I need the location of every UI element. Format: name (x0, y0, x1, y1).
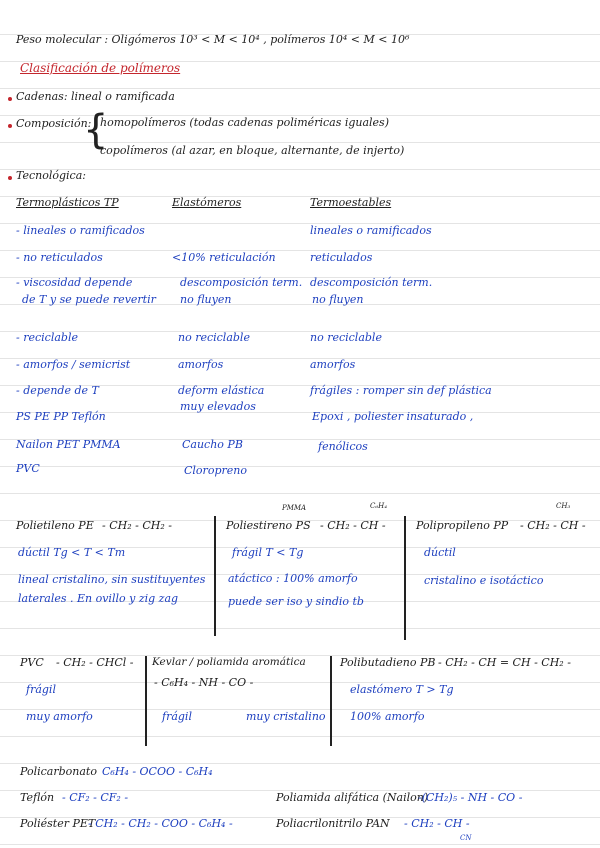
table-cell: descomposición term. (180, 276, 303, 289)
pp-formula: - CH₂ - CH - (520, 519, 586, 532)
table-cell: reticulados (310, 251, 373, 264)
table-cell: PS PE PP Teflón (16, 410, 106, 423)
table-cell: - lineales o ramificados (16, 224, 145, 237)
header-elastomeros: Elastómeros (172, 196, 242, 209)
ps-formula: - CH₂ - CH - (320, 519, 386, 532)
table-cell: <10% reticulación (172, 251, 276, 264)
column-divider (145, 656, 147, 746)
bullet-composicion: Composición: (16, 117, 92, 130)
pp-line: dúctil (424, 546, 456, 559)
pe-line: lineal cristalino, sin sustituyentes (18, 573, 206, 586)
table-cell: - reciclable (16, 331, 78, 344)
kevlar-formula: - C₆H₄ - NH - CO - (154, 676, 254, 689)
pb-name: Polibutadieno PB (340, 656, 436, 669)
table-cell: descomposición term. (310, 276, 433, 289)
pp-name: Polipropileno PP (416, 519, 509, 532)
nailon-formula: -(CH₂)₅ - NH - CO - (418, 791, 523, 804)
brace: { (83, 107, 109, 153)
header-termoplasticos: Termoplásticos TP (16, 196, 119, 209)
pe-formula: - CH₂ - CH₂ - (102, 519, 172, 532)
pvc-formula: - CH₂ - CHCl - (56, 656, 134, 669)
pvc-line: muy amorfo (26, 710, 93, 723)
table-cell: Nailon PET PMMA (16, 438, 121, 451)
table-cell: fenólicos (318, 440, 368, 453)
nailon-name: Poliamida alifática (Nailon) (276, 791, 429, 804)
table-cell: amorfos (178, 358, 224, 371)
table-cell: - amorfos / semicrist (16, 358, 131, 371)
kevlar-line: muy cristalino (246, 710, 326, 723)
pp-substituent: CH₃ (556, 502, 571, 510)
table-cell: Caucho PB (182, 438, 243, 451)
ps-line: puede ser iso y sindio tb (228, 595, 364, 608)
teflon-name: Teflón (20, 791, 55, 804)
table-cell: - no reticulados (16, 251, 103, 264)
ps-line: atáctico : 100% amorfo (228, 572, 358, 585)
pet-formula: - CH₂ - CH₂ - COO - C₆H₄ - (88, 817, 233, 830)
pet-name: Poliéster PET (20, 817, 96, 830)
table-cell: lineales o ramificados (310, 224, 432, 237)
table-cell: no fluyen (312, 293, 364, 306)
header-termoestables: Termoestables (310, 196, 392, 209)
pan-formula: - CH₂ - CH - (404, 817, 470, 830)
pvc-line: frágil (26, 683, 56, 696)
table-cell: Epoxi , poliester insaturado , (312, 410, 474, 423)
kevlar-name: Kevlar / poliamida aromática (152, 656, 306, 668)
ps-name: Poliestireno PS (226, 519, 311, 532)
pe-name: Polietileno PE (16, 519, 94, 532)
table-cell: - viscosidad depende (16, 276, 133, 289)
copolimeros: copolímeros (al azar, en bloque, alternante, de injerto) (100, 144, 405, 157)
pp-line: cristalino e isotáctico (424, 574, 544, 587)
pe-line: dúctil Tg < T < Tm (18, 546, 126, 559)
table-cell: Cloropreno (184, 464, 247, 477)
kevlar-line: frágil (162, 710, 192, 723)
pan-substituent: CN (460, 834, 472, 842)
table-cell: amorfos (310, 358, 356, 371)
pe-line: laterales . En ovillo y zig zag (18, 592, 179, 605)
table-cell: PVC (16, 462, 40, 475)
table-cell: frágiles : romper sin def plástica (310, 384, 492, 397)
column-divider (214, 516, 216, 636)
table-cell: muy elevados (180, 400, 256, 413)
pan-name: Poliacrilonitrilo PAN (276, 817, 390, 830)
bullet-dot (8, 176, 12, 180)
pc-name: Policarbonato (20, 765, 97, 778)
bullet-tecnologica: Tecnológica: (16, 169, 86, 182)
homopolimeros: homopolímeros (todas cadenas poliméricas iguales) (100, 116, 389, 129)
pc-formula: C₆H₄ - OCOO - C₆H₄ (102, 765, 213, 778)
table-cell: no reciclable (310, 331, 382, 344)
ps-line: frágil T < Tg (232, 546, 304, 559)
pb-line: 100% amorfo (350, 710, 425, 723)
table-cell: no reciclable (178, 331, 250, 344)
ps-substituent: C₆H₄ (370, 502, 388, 510)
pvc-name: PVC (20, 656, 44, 669)
peso-molecular-line: Peso molecular : Oligómeros 10³ < M < 10⁴ , polímeros 10⁴ < M < 10⁶ (16, 33, 410, 46)
table-cell: - depende de T (16, 384, 99, 397)
column-divider (404, 516, 406, 640)
table-cell: no fluyen (180, 293, 232, 306)
ps-note: PMMA (282, 504, 307, 512)
teflon-formula: - CF₂ - CF₂ - (62, 791, 129, 804)
table-cell: de T y se puede revertir (22, 293, 156, 306)
column-divider (330, 656, 332, 746)
pb-line: elastómero T > Tg (350, 683, 454, 696)
bullet-dot (8, 124, 12, 128)
table-cell: deform elástica (178, 384, 265, 397)
bullet-dot (8, 97, 12, 101)
bullet-cadenas: Cadenas: lineal o ramificada (16, 90, 175, 103)
page-title: Clasificación de polímeros (20, 61, 181, 75)
pb-formula: - CH₂ - CH = CH - CH₂ - (438, 656, 571, 669)
